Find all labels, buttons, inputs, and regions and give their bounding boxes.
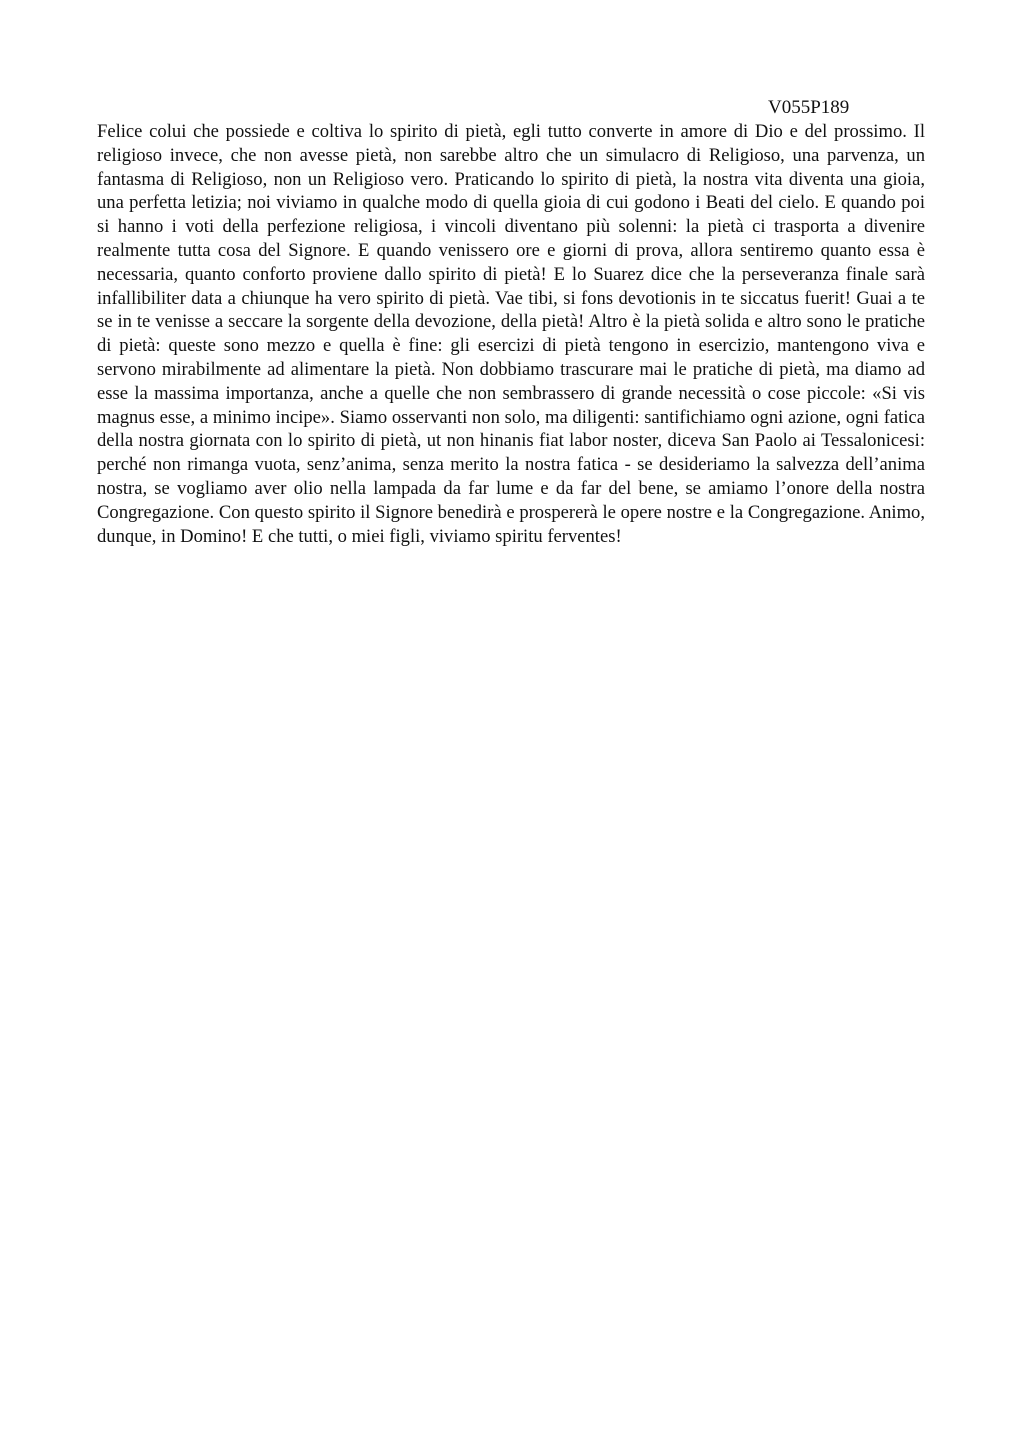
page-code: V055P189 — [768, 97, 850, 118]
body-paragraph: Felice colui che possiede e coltiva lo spirito di pietà, egli tutto converte in amore di Dio e del prossimo. Il religioso invece, che non avesse pietà, non sarebbe altro che un simulacro di Religioso, una parvenza, un fantasma di Religioso, non un Religioso vero. Praticando lo spirito di pietà, la nostra vita diventa una gioia, una perfetta letizia; noi viviamo in qualche modo di quella gioia di cui godono i Beati del cielo. E quando poi si hanno i voti della perfezione religiosa, i vincoli diventano più solenni: la pietà ci trasporta a divenire realmente tutta cosa del Signore. E quando venissero ore e giorni di prova, allora sentiremo quanto essa è necessaria, quanto conforto proviene dallo spirito di pietà! E lo Suarez dice che la perseveranza finale sarà infallibiliter data a chiunque ha vero spirito di pietà. Vae tibi, si fons devotionis in te siccatus fuerit! Guai a te se in te venisse a seccare la sorgente della devozione, della pietà! Altro è la pietà solida e altro sono le pratiche di pietà: queste sono mezzo e quella è fine: gli esercizi di pietà tengono in esercizio, mantengono viva e servono mirabilmente ad alimentare la pietà. Non dobbiamo trascurare mai le pratiche di pietà, ma diamo ad esse la massima importanza, anche a quelle che non sembrassero di grande necessità o cose piccole: «Si vis magnus esse, a minimo incipe». Siamo osservanti non solo, ma diligenti: santifichiamo ogni azione, ogni fatica della nostra giornata con lo spirito di pietà, ut non hinanis fiat labor noster, diceva San Paolo ai Tessalonicesi: perché non rimanga vuota, senz’anima, senza merito la nostra fatica - se desideriamo la salvezza dell’anima nostra, se vogliamo aver olio nella lampada da far lume e da far del bene, se amiamo l’onore della nostra Congregazione. Con questo spirito il Signore benedirà e prospererà le opere nostre e la Congregazione. Animo, dunque, in Domino! E che tutti, o miei figli, viviamo spiritu ferventes! — [97, 121, 925, 547]
